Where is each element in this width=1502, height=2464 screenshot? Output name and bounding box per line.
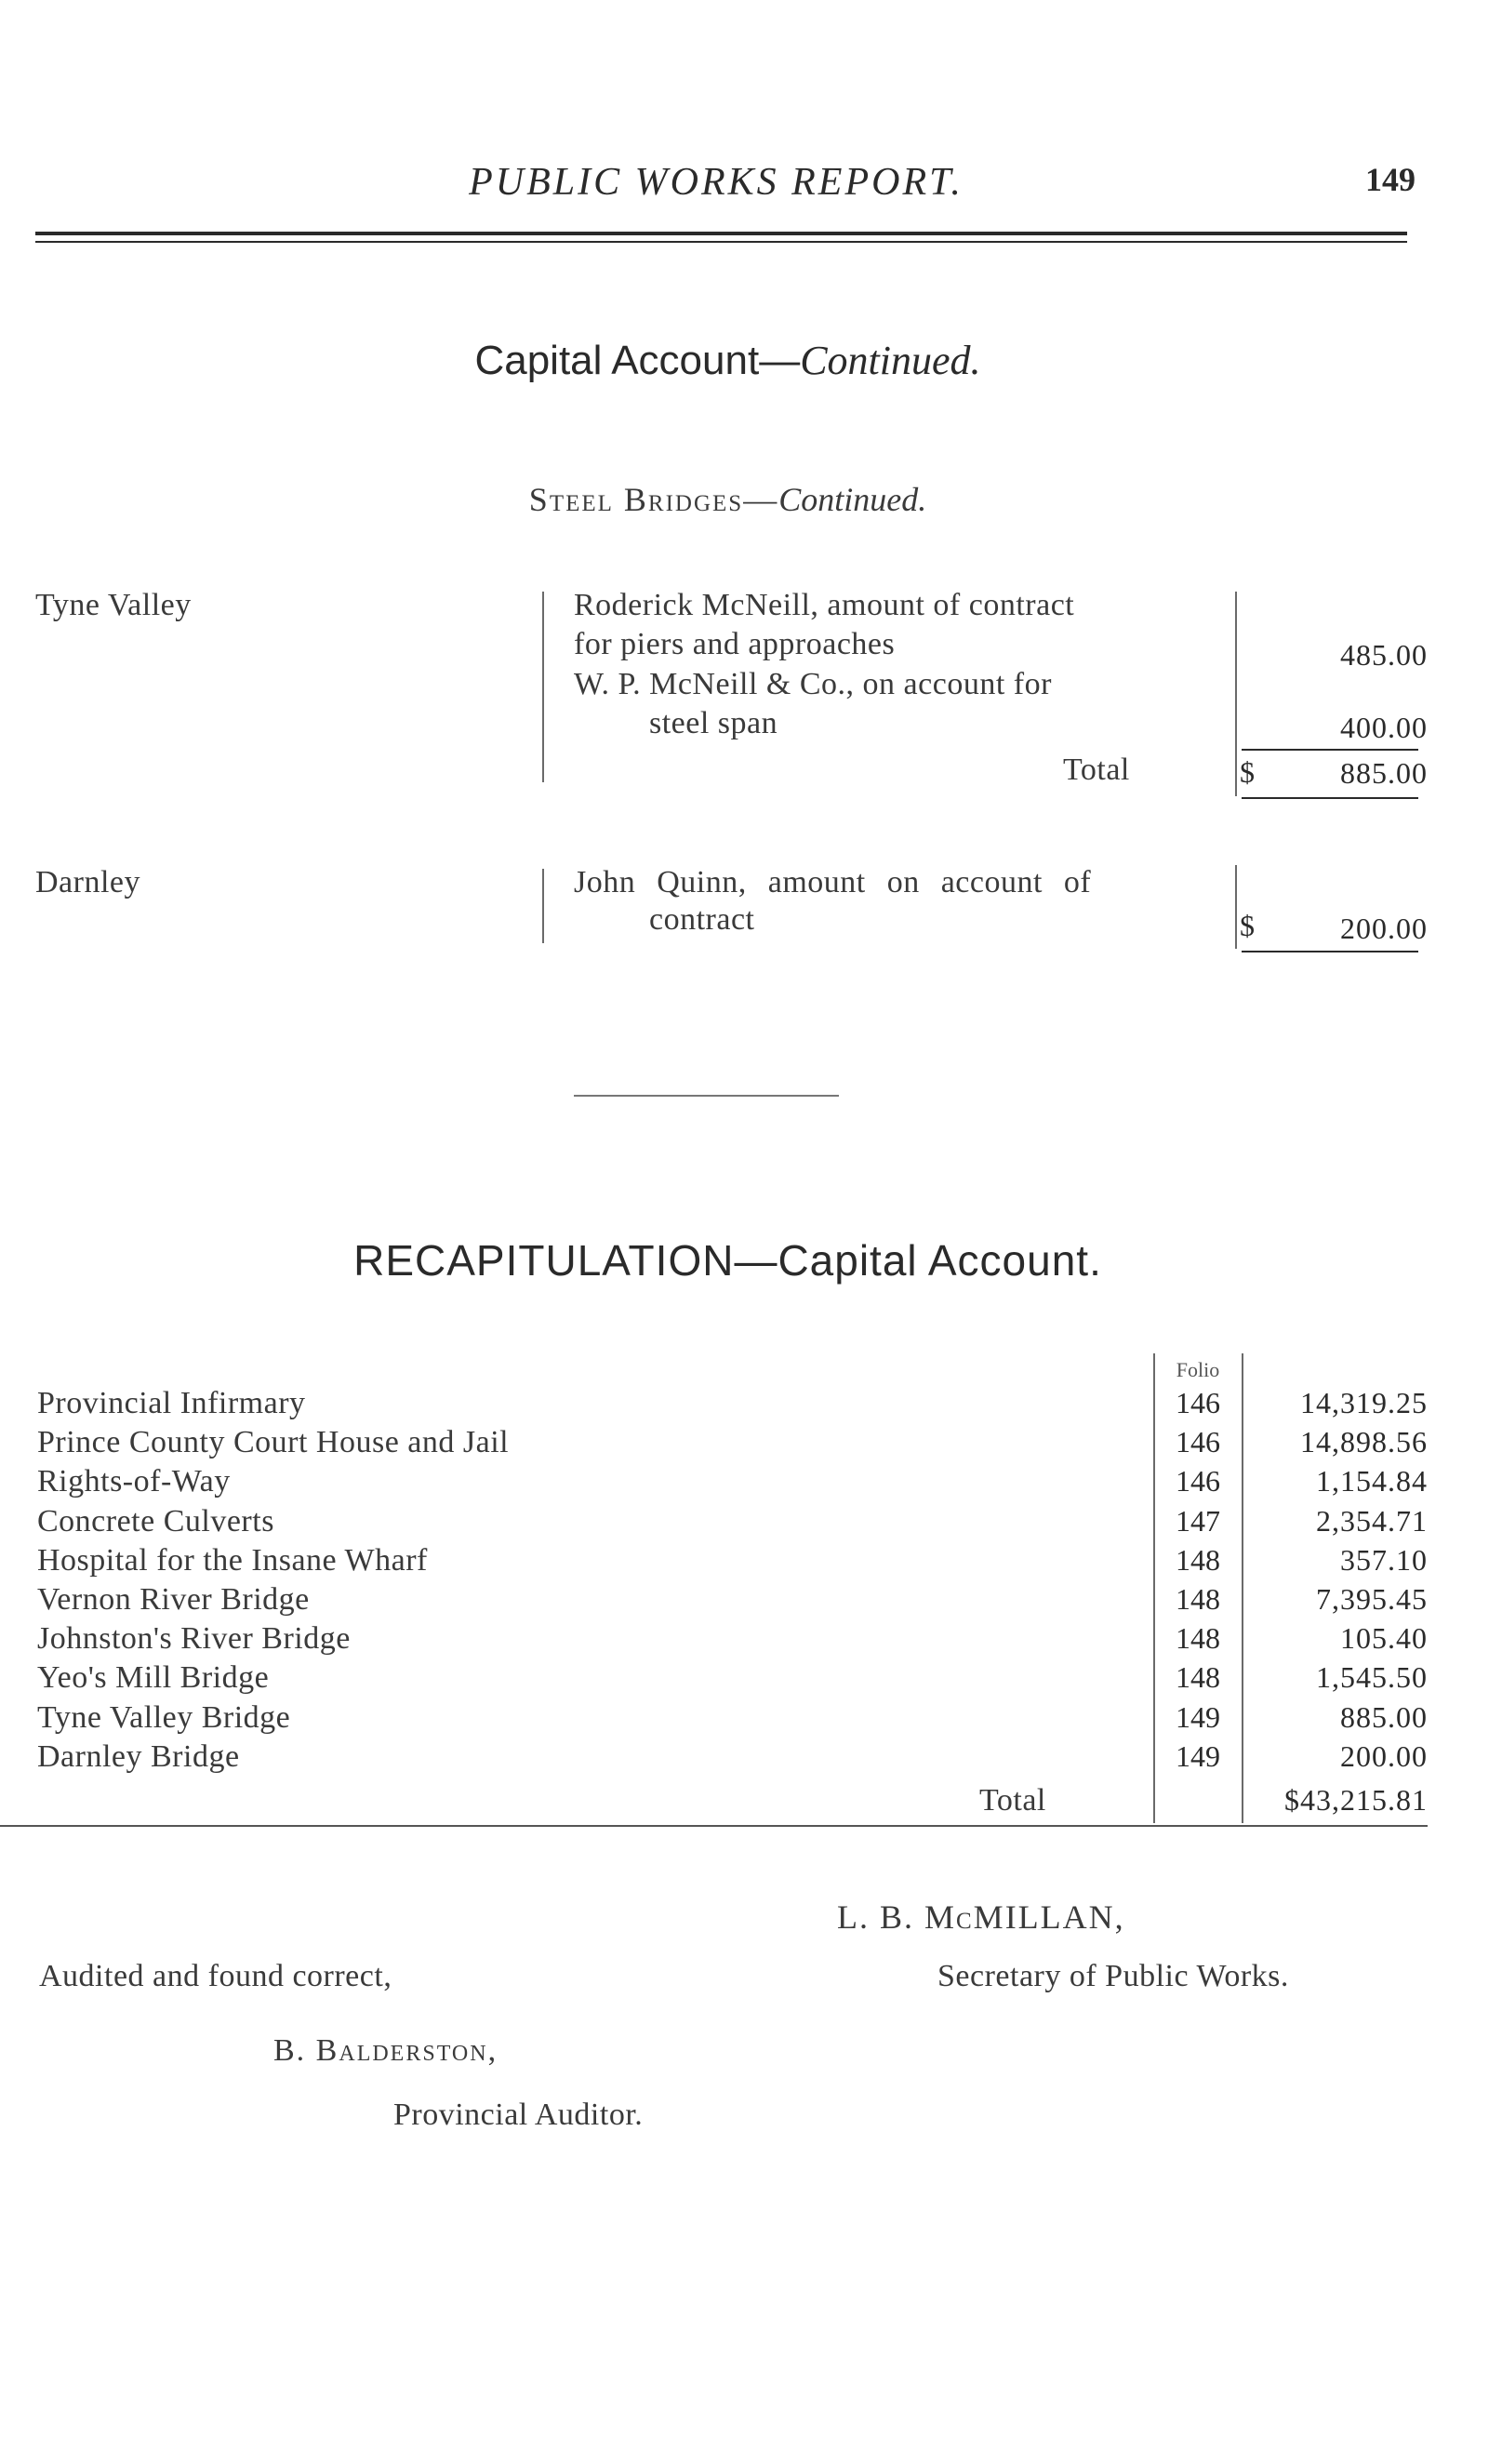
- folio-header: Folio: [1176, 1358, 1220, 1381]
- auditor-name: B. Balderston,: [273, 2033, 498, 2068]
- recap-row-amount: 2,354.71: [1316, 1504, 1428, 1538]
- recap-row-name: Rights-of-Way: [37, 1464, 231, 1498]
- tyne-valley-line-4: steel span: [649, 706, 778, 740]
- recap-row-amount: 14,898.56: [1300, 1425, 1428, 1458]
- recap-row-name: Vernon River Bridge: [37, 1582, 310, 1617]
- recap-row-folio: 149: [1176, 1700, 1220, 1734]
- tyne-valley-total: 885.00: [1340, 756, 1428, 790]
- recap-row-folio: 146: [1176, 1464, 1220, 1498]
- darnley-line-2: contract: [649, 902, 755, 937]
- tyne-valley-total-label: Total: [1063, 753, 1130, 787]
- recap-row-name: Johnston's River Bridge: [37, 1621, 351, 1656]
- recap-row-folio: 146: [1176, 1425, 1220, 1458]
- auditor-title: Provincial Auditor.: [393, 2098, 644, 2132]
- audited-text: Audited and found correct,: [39, 1959, 392, 1993]
- darnley-line-1: John Quinn, amount on account of: [574, 865, 1092, 899]
- folio-right-rule: [1242, 1353, 1243, 1823]
- recap-row-amount: 200.00: [1340, 1739, 1428, 1773]
- recap-title: RECAPITULATION—Capital Account.: [353, 1236, 1102, 1285]
- darnley-dollar: $: [1240, 909, 1256, 942]
- recap-row-name: Yeo's Mill Bridge: [37, 1660, 270, 1695]
- tyne-valley-amount-1: 485.00: [1340, 638, 1428, 672]
- tyne-valley-amount-2: 400.00: [1340, 711, 1428, 744]
- subtitle-main: Steel Bridges—: [528, 481, 779, 518]
- recap-row-folio: 148: [1176, 1582, 1220, 1616]
- recap-total-amount: $43,215.81: [1284, 1783, 1428, 1817]
- recap-row-folio: 149: [1176, 1739, 1220, 1773]
- recap-row-name: Hospital for the Insane Wharf: [37, 1543, 428, 1578]
- recap-row-folio: 146: [1176, 1386, 1220, 1419]
- recap-row-folio: 148: [1176, 1543, 1220, 1577]
- recap-total-label: Total: [979, 1783, 1046, 1818]
- section-title-main: Capital Account—: [474, 338, 801, 383]
- recap-row-name: Provincial Infirmary: [37, 1386, 306, 1420]
- recap-row-name: Darnley Bridge: [37, 1739, 240, 1774]
- recap-row-folio: 147: [1176, 1504, 1220, 1538]
- page-number: 149: [1365, 161, 1416, 198]
- recap-row-folio: 148: [1176, 1621, 1220, 1655]
- darnley-place: Darnley: [35, 865, 141, 899]
- running-title: PUBLIC WORKS REPORT.: [469, 161, 964, 204]
- recap-row-name: Concrete Culverts: [37, 1504, 274, 1538]
- section-title-continued: Continued.: [800, 338, 981, 383]
- recap-row-amount: 14,319.25: [1300, 1386, 1428, 1419]
- recap-row-amount: 1,154.84: [1316, 1464, 1428, 1498]
- tyne-valley-dollar: $: [1240, 755, 1256, 789]
- tyne-valley-line-1: Roderick McNeill, amount of contract: [574, 588, 1075, 622]
- recap-row-amount: 7,395.45: [1316, 1582, 1428, 1616]
- secretary-title: Secretary of Public Works.: [937, 1959, 1289, 1993]
- recap-total-rule: [0, 1825, 1428, 1827]
- tyne-valley-line-2: for piers and approaches: [574, 627, 896, 661]
- recap-row-amount: 105.40: [1340, 1621, 1428, 1655]
- subtitle-continued: Continued.: [778, 481, 927, 518]
- recap-row-amount: 357.10: [1340, 1543, 1428, 1577]
- recap-row-name: Tyne Valley Bridge: [37, 1700, 291, 1735]
- tyne-valley-place: Tyne Valley: [35, 588, 192, 622]
- secretary-name: L. B. McMILLAN,: [837, 1898, 1125, 1936]
- darnley-amount: 200.00: [1340, 912, 1428, 945]
- tyne-valley-line-3: W. P. McNeill & Co., on account for: [574, 667, 1052, 701]
- recap-row-amount: 1,545.50: [1316, 1660, 1428, 1694]
- recap-row-amount: 885.00: [1340, 1700, 1428, 1734]
- recap-row-name: Prince County Court House and Jail: [37, 1425, 510, 1459]
- recap-row-folio: 148: [1176, 1660, 1220, 1694]
